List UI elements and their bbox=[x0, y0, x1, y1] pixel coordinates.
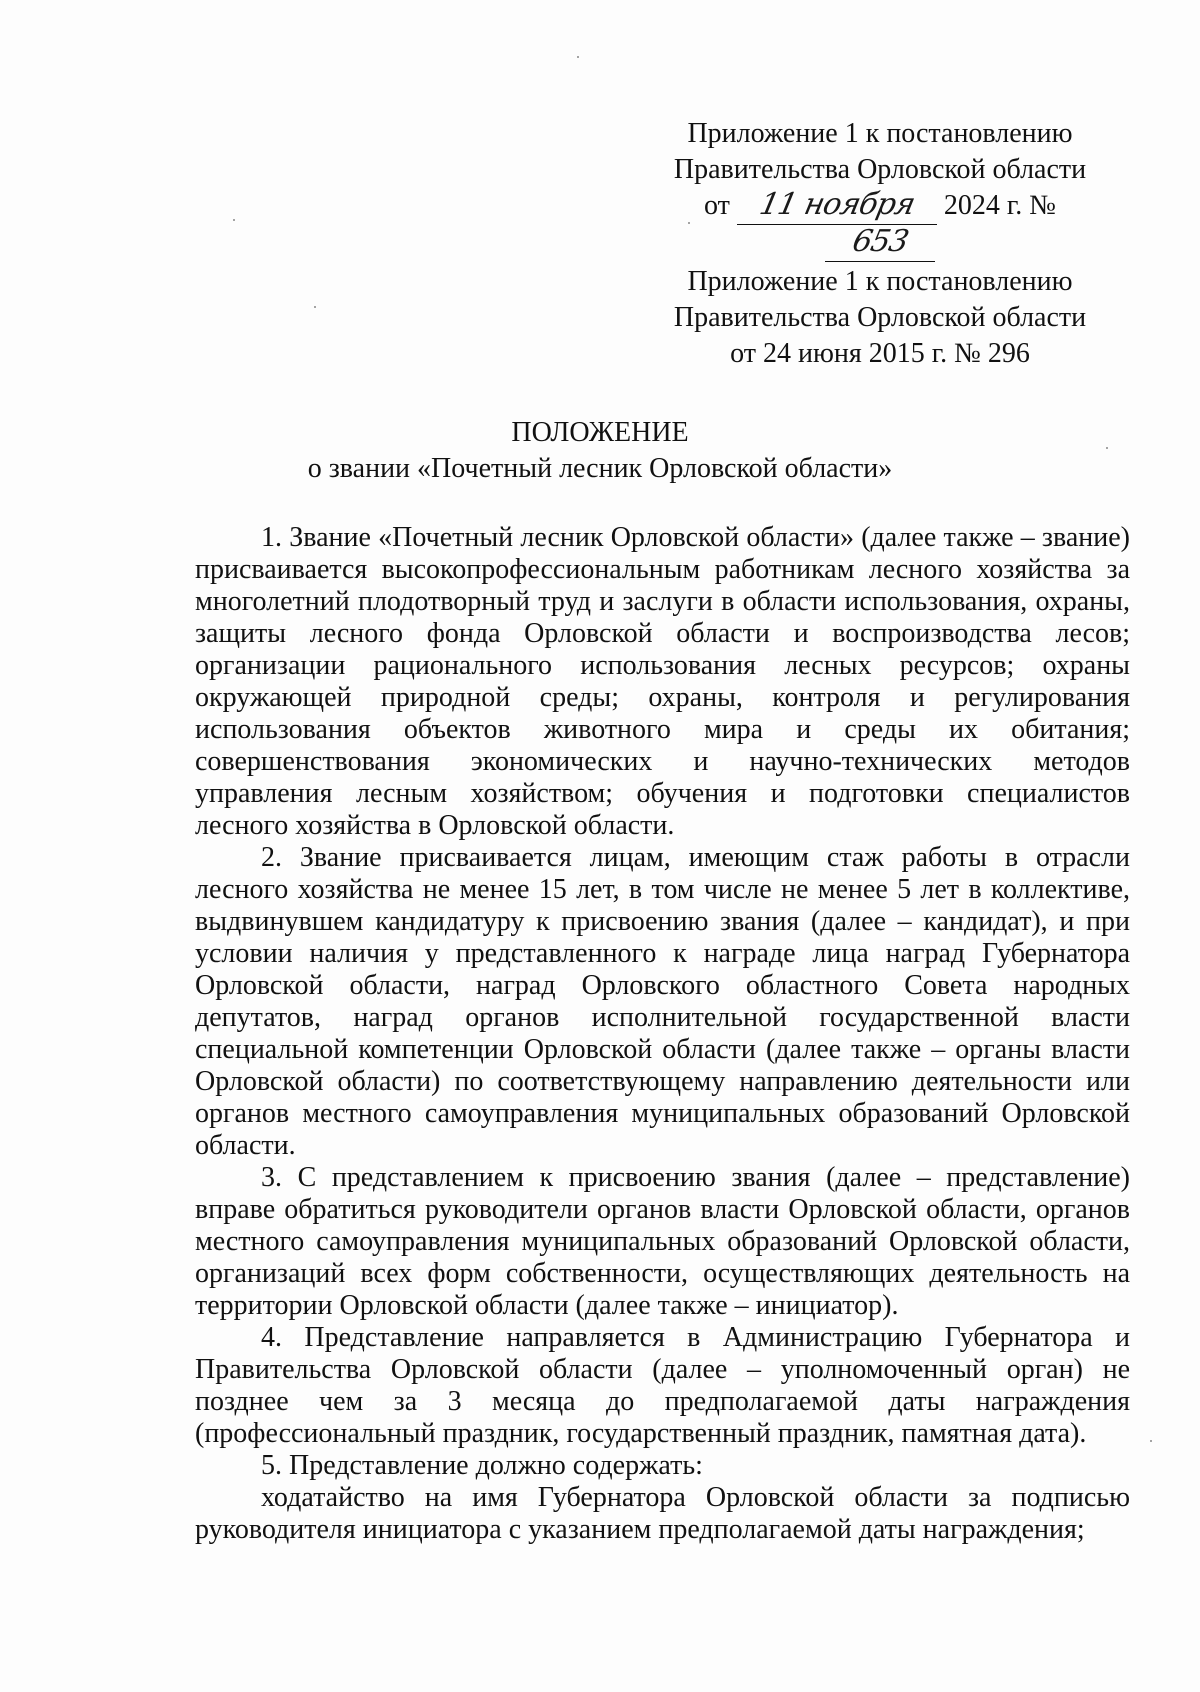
appendix-current-line1: Приложение 1 к постановлению bbox=[687, 118, 1073, 149]
appendix-original-line3: от 24 июня 2015 г. № 296 bbox=[730, 338, 1030, 369]
appendix-current-date-line bbox=[650, 188, 1110, 262]
handwritten-number: 653 bbox=[849, 224, 911, 259]
scan-speck bbox=[1150, 1440, 1152, 1442]
handwritten-date: 11 ноября bbox=[756, 187, 918, 222]
paragraph-4: 4. Представление направляется в Администрацию Губернатора и Правительства Орловской области (далее – уполномоченный орган) не позднее чем за 3 месяца до предполагаемой даты награждения (профессиональный праздник, государственный праздник, памятная дата). bbox=[195, 1322, 1130, 1449]
paragraph-5: 5. Представление должно содержать: bbox=[261, 1450, 703, 1481]
paragraph-2: 2. Звание присваивается лицам, имеющим стаж работы в отрасли лесного хозяйства не менее 15 лет, в том числе не менее 5 лет в коллективе, выдвинувшем кандидатуру к присвоению звания (далее – кандидат), и при условии наличия у представленного к награде лица наград Губернатора Орловской области, наград Орловского областного Совета народных депутатов, наград органов исполнительной государственной власти специальной компетенции Орловской области (далее также – органы власти Орловской области) по соответствующему направлению деятельности или органов местного самоуправления муниципальных образований Орловской области. bbox=[195, 842, 1130, 1161]
title-heading: ПОЛОЖЕНИЕ bbox=[511, 417, 689, 448]
paragraph-1: 1. Звание «Почетный лесник Орловской области» (далее также – звание) присваивается высокопрофессиональным работникам лесного хозяйства за многолетний плодотворный труд и заслуги в области использования, охраны, защиты лесного фонда Орловской области и воспроизводства лесов; организации рационального использования лесных ресурсов; охраны окружающей природной среды; охраны, контроля и регулирования использования объектов животного мира и среды их обитания; совершенствования экономических и научно-технических методов управления лесным хозяйством; обучения и подготовки специалистов лесного хозяйства в Орловской области. bbox=[195, 522, 1130, 841]
year-text: 2024 г. № bbox=[943, 190, 1056, 221]
paragraph-6: ходатайство на имя Губернатора Орловской области за подписью руководителя инициатора с указанием предполагаемой даты награждения; bbox=[195, 1482, 1130, 1545]
paragraph-3: 3. С представлением к присвоению звания (далее – представление) вправе обратиться руководители органов власти Орловской области, органов местного самоуправления муниципальных образований Орловской области, организаций всех форм собственности, осуществляющих деятельность на территории Орловской области (далее также – инициатор). bbox=[195, 1162, 1130, 1321]
scan-speck bbox=[688, 222, 690, 224]
handwritten-date-field bbox=[737, 188, 937, 225]
scan-speck bbox=[233, 219, 235, 221]
appendix-current-header bbox=[650, 116, 1110, 262]
handwritten-number-field bbox=[825, 225, 935, 262]
appendix-original-line1: Приложение 1 к постановлению bbox=[687, 266, 1073, 297]
scan-speck bbox=[577, 56, 579, 58]
appendix-original-line2: Правительства Орловской области bbox=[673, 302, 1087, 333]
document-body bbox=[195, 522, 1130, 1546]
document-title bbox=[0, 415, 1200, 487]
scan-speck bbox=[314, 306, 316, 308]
scan-speck bbox=[1106, 447, 1108, 449]
title-subheading: о звании «Почетный лесник Орловской области» bbox=[307, 453, 893, 484]
appendix-current-line2: Правительства Орловской области bbox=[673, 154, 1087, 185]
appendix-original-header bbox=[650, 264, 1110, 372]
date-prefix: от bbox=[704, 190, 730, 221]
